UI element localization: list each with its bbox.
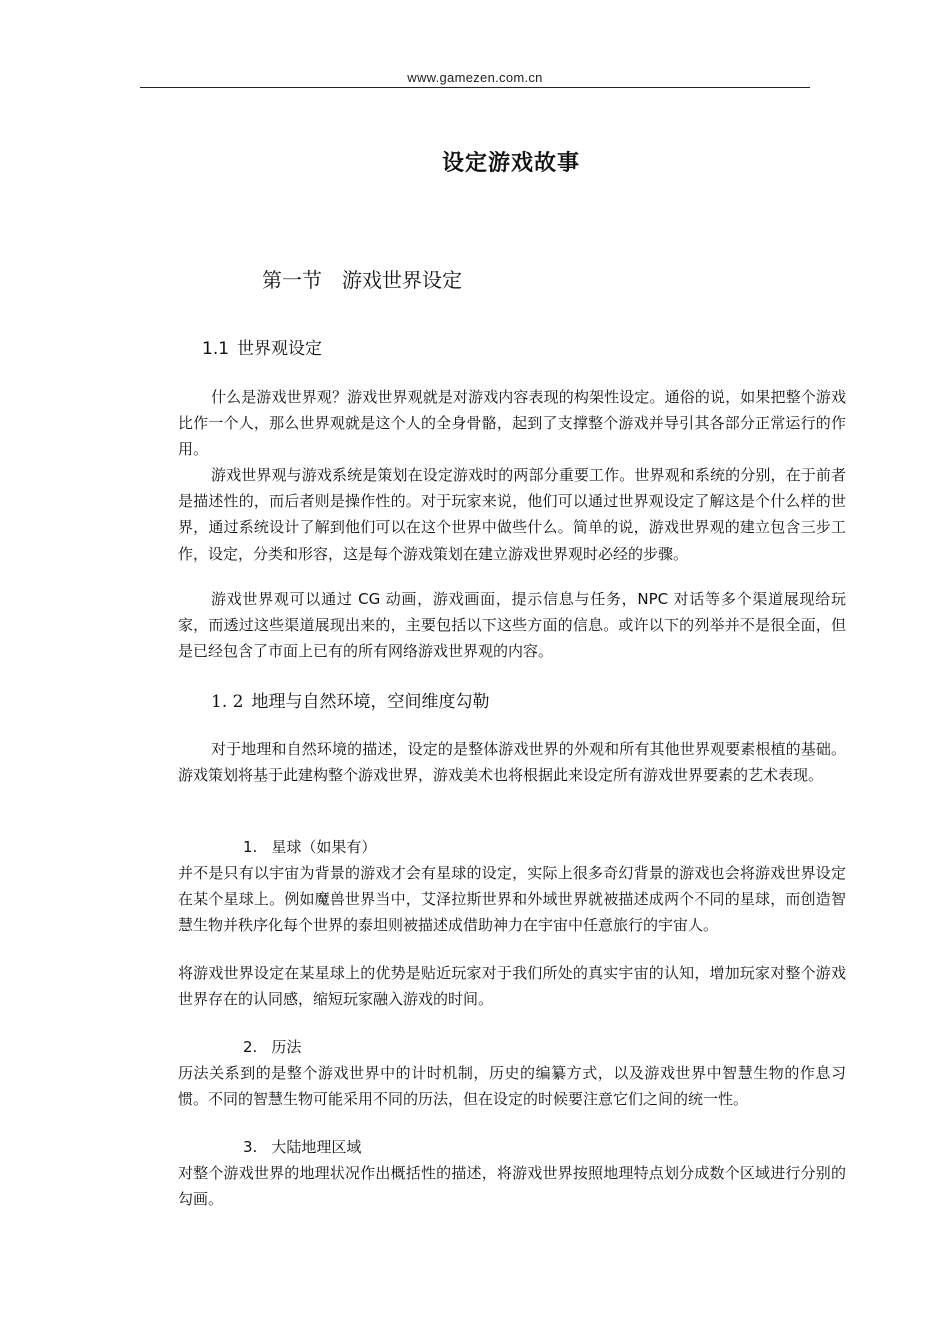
subsection-heading-1-1: [202, 334, 322, 359]
paragraph-worldview-vs-system: 游戏世界观与游戏系统是策划在设定游戏时的两部分重要工作。世界观和系统的分别，在于前者是描述性的，而后者则是操作性的。对于玩家来说，他们可以通过世界观设定了解这是个什么样的世界，通过系统设计了解到他们可以在这个世界中做些什么。简单的说，游戏世界观的建立包含三步工作，设定，分类和形容，这是每个游戏策划在建立游戏世界观时必经的步骤。: [178, 466, 846, 563]
list-item-title: 大陆地理区域: [271, 1138, 362, 1156]
paragraph-worldview-channels: 游戏世界观可以通过 CG 动画，游戏画面，提示信息与任务，NPC 对话等多个渠道展现给玩家，而透过这些渠道展现出来的，主要包括以下这些方面的信息。或许以下的列举并不是很全面，但是已经包含了市面上已有的所有网络游戏世界观的内容。: [178, 590, 846, 661]
list-item-number: 3.: [243, 1138, 258, 1156]
subsection-number: 1. 2: [211, 692, 244, 712]
subsection-title: 地理与自然环境，空间维度勾勒: [251, 692, 490, 712]
paragraph-geography-intro: 对于地理和自然环境的描述，设定的是整体游戏世界的外观和所有其他世界观要素根植的基础。游戏策划将基于此建构整个游戏世界，游戏美术也将根据此来设定所有游戏世界要素的艺术表现。: [178, 740, 846, 785]
header-website: www.gamezen.com.cn: [407, 70, 543, 85]
paragraph-continent-description: 对整个游戏世界的地理状况作出概括性的描述，将游戏世界按照地理特点划分成数个区域进行分别的勾画。: [178, 1164, 846, 1209]
paragraph-worldview-definition: 什么是游戏世界观？游戏世界观就是对游戏内容表现的构架性设定。通俗的说，如果把整个游戏比作一个人，那么世界观就是这个人的全身骨骼，起到了支撑整个游戏并导引其各部分正常运行的作用。: [178, 388, 846, 459]
paragraph-planet-advantage: 将游戏世界设定在某星球上的优势是贴近玩家对于我们所处的真实宇宙的认知，增加玩家对整个游戏世界存在的认同感，缩短玩家融入游戏的时间。: [178, 964, 846, 1009]
list-item-number: 1.: [243, 838, 258, 856]
list-item-title: 星球（如果有）: [271, 838, 377, 856]
section-heading: [262, 264, 462, 293]
list-item-heading-planet: [243, 836, 376, 857]
section-name: 游戏世界设定: [342, 268, 462, 292]
document-title: 设定游戏故事: [441, 151, 580, 176]
list-item-title: 历法: [271, 1038, 302, 1056]
list-item-number: 2.: [243, 1038, 258, 1056]
paragraph-calendar-description: 历法关系到的是整个游戏世界中的计时机制，历史的编纂方式，以及游戏世界中智慧生物的作息习惯。不同的智慧生物可能采用不同的历法，但在设定的时候要注意它们之间的统一性。: [178, 1064, 846, 1109]
section-number: 第一节: [262, 268, 322, 292]
list-item-heading-continent-regions: [243, 1136, 361, 1157]
list-item-heading-calendar: [243, 1036, 301, 1057]
paragraph-planet-description: 并不是只有以宇宙为背景的游戏才会有星球的设定，实际上很多奇幻背景的游戏也会将游戏世界设定在某个星球上。例如魔兽世界当中，艾泽拉斯世界和外域世界就被描述成两个不同的星球，而创造智慧生物并秩序化每个世界的泰坦则被描述成借助神力在宇宙中任意旅行的宇宙人。: [178, 864, 846, 935]
subsection-heading-1-2: [211, 687, 489, 712]
subsection-number: 1.1: [202, 339, 230, 359]
subsection-title: 世界观设定: [237, 339, 323, 359]
header-rule: [140, 87, 810, 88]
